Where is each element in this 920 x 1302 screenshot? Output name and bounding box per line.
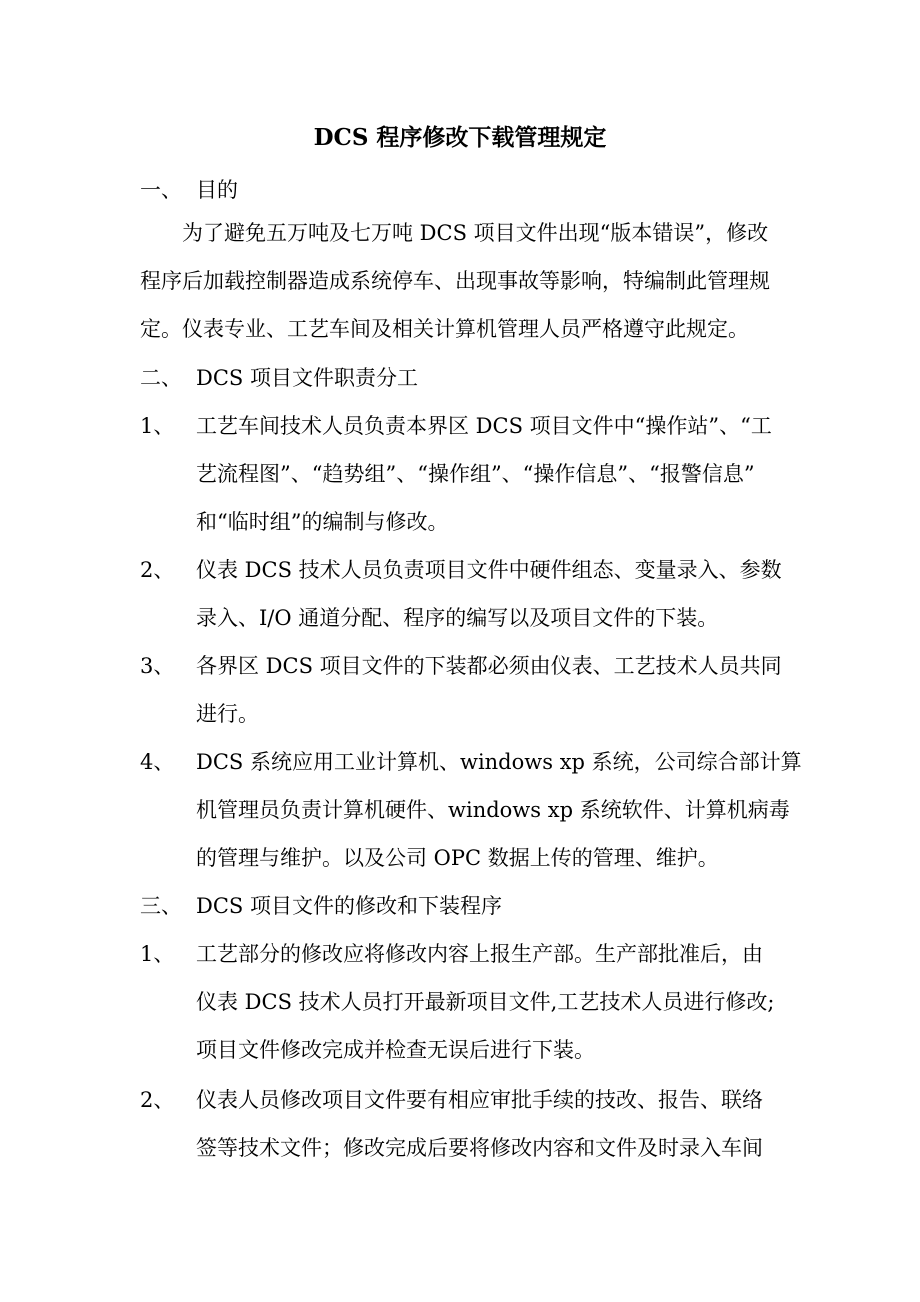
item-line: 签等技术文件；修改完成后要将修改内容和文件及时录入车间 — [196, 1136, 763, 1160]
section-number: 三、 — [140, 894, 182, 918]
item-line: DCS 系统应用工业计算机、windows xp 系统，公司综合部计算 — [196, 750, 802, 774]
paragraph-line: 定。仪表专业、工艺车间及相关计算机管理人员严格遵守此规定。 — [140, 317, 749, 341]
document-title: DCS 程序修改下载管理规定 — [313, 124, 607, 151]
item-line: 仪表 DCS 技术人员打开最新项目文件,工艺技术人员进行修改; — [196, 990, 775, 1014]
item-line: 工艺车间技术人员负责本界区 DCS 项目文件中“操作站”、“工 — [196, 414, 772, 438]
item-line: 的管理与维护。以及公司 OPC 数据上传的管理、维护。 — [196, 846, 719, 870]
section-number: 一、 — [140, 178, 182, 202]
section-title: 目的 — [196, 178, 238, 202]
item-number: 3、 — [140, 654, 175, 678]
item-line: 艺流程图”、“趋势组”、“操作组”、“操作信息”、“报警信息” — [196, 462, 755, 486]
item-number: 4、 — [140, 750, 175, 774]
item-line: 和“临时组”的编制与修改。 — [196, 510, 449, 534]
item-number: 2、 — [140, 558, 175, 582]
item-line: 进行。 — [196, 702, 259, 726]
item-line: 机管理员负责计算机硬件、windows xp 系统软件、计算机病毒 — [196, 798, 790, 822]
item-number: 1、 — [140, 942, 175, 966]
item-line: 工艺部分的修改应将修改内容上报生产部。生产部批准后，由 — [196, 942, 763, 966]
item-line: 各界区 DCS 项目文件的下装都必须由仪表、工艺技术人员共同 — [196, 654, 782, 678]
paragraph-line: 程序后加载控制器造成系统停车、出现事故等影响，特编制此管理规 — [140, 269, 770, 293]
item-number: 2、 — [140, 1088, 175, 1112]
section-number: 二、 — [140, 366, 182, 390]
section-title: DCS 项目文件职责分工 — [196, 366, 418, 390]
section-title: DCS 项目文件的修改和下装程序 — [196, 894, 502, 918]
item-line: 录入、I/O 通道分配、程序的编写以及项目文件的下装。 — [196, 606, 719, 630]
item-number: 1、 — [140, 414, 175, 438]
item-line: 仪表人员修改项目文件要有相应审批手续的技改、报告、联络 — [196, 1088, 763, 1112]
item-line: 项目文件修改完成并检查无误后进行下装。 — [196, 1038, 595, 1062]
item-line: 仪表 DCS 技术人员负责项目文件中硬件组态、变量录入、参数 — [196, 558, 782, 582]
paragraph-line: 为了避免五万吨及七万吨 DCS 项目文件出现“版本错误”，修改 — [182, 221, 769, 245]
